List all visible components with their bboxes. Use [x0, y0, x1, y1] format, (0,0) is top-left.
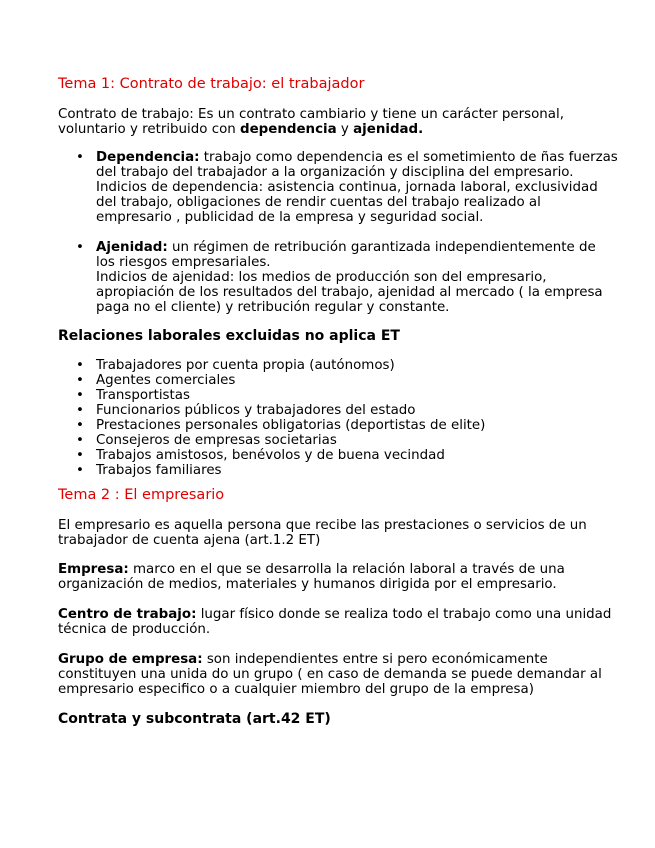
- list-item-text: Transportistas: [96, 388, 190, 403]
- empresa-line2: organización de medios, materiales y humanos dirigida por el empresario.: [58, 577, 557, 592]
- list-item-text: Trabajadores por cuenta propia (autónomos): [96, 358, 395, 373]
- list-item: [58, 418, 618, 433]
- list-item: [58, 463, 618, 478]
- bullet-icon: •: [76, 240, 84, 255]
- list-item: [58, 373, 618, 388]
- list-item: [58, 403, 618, 418]
- list-item-text: Consejeros de empresas societarias: [96, 433, 337, 448]
- empresa-line1-rest: marco en el que se desarrolla la relación laboral a través de una: [128, 562, 565, 577]
- tema1-intro-mid: y: [336, 122, 354, 137]
- dependencia-line1-rest: trabajo como dependencia es el sometimiento de ñas fuerzas: [199, 150, 618, 165]
- grupo-term: Grupo de empresa:: [58, 652, 203, 667]
- list-item: [58, 448, 618, 463]
- list-item: [58, 358, 618, 373]
- empresa-paragraph: [58, 562, 618, 592]
- bullet-icon: •: [76, 403, 84, 418]
- empresa-line1: [58, 562, 618, 577]
- ajenidad-line1-rest: un régimen de retribución garantizada independientemente de: [167, 240, 596, 255]
- list-item-text: Agentes comerciales: [96, 373, 236, 388]
- ajenidad-line: Indicios de ajenidad: los medios de producción son del empresario,: [96, 270, 547, 285]
- dependencia-line: Indicios de dependencia: asistencia continua, jornada laboral, exclusividad: [96, 180, 598, 195]
- ajenidad-line: apropiación de los resultados del trabajo, ajenidad al mercado ( la empresa: [96, 285, 603, 300]
- centro-line1-rest: lugar físico donde se realiza todo el trabajo como una unidad: [196, 607, 612, 622]
- grupo-line1: [58, 652, 618, 667]
- document-page: [58, 76, 618, 728]
- grupo-line2: constituyen una unida do un grupo ( en caso de demanda se puede demandar al: [58, 667, 602, 682]
- bullet-icon: •: [76, 463, 84, 478]
- list-item: [58, 388, 618, 403]
- relaciones-heading: Relaciones laborales excluidas no aplica ET: [58, 328, 400, 344]
- bullet-icon: •: [76, 358, 84, 373]
- list-item: [58, 433, 618, 448]
- list-item-text: Prestaciones personales obligatorias (deportistas de elite): [96, 418, 486, 433]
- bullet-icon: •: [76, 448, 84, 463]
- ajenidad-line1: [96, 240, 618, 255]
- list-item-text: Trabajos familiares: [96, 463, 222, 478]
- grupo-line3: empresario especifico o a cualquier miembro del grupo de la empresa): [58, 682, 534, 697]
- grupo-paragraph: [58, 652, 618, 697]
- dependencia-line: del trabajo, obligaciones de rendir cuentas del trabajo realizado al: [96, 195, 541, 210]
- tema2-intro: [58, 518, 618, 548]
- dependencia-line: empresario , publicidad de la empresa y seguridad social.: [96, 210, 484, 225]
- list-item-text: Trabajos amistosos, benévolos y de buena vecindad: [96, 448, 445, 463]
- centro-line1: [58, 607, 618, 622]
- bullet-icon: •: [76, 433, 84, 448]
- tema1-intro-dependencia: dependencia: [240, 122, 337, 137]
- centro-line2: técnica de producción.: [58, 622, 211, 637]
- dependencia-line1: [96, 150, 618, 165]
- ajenidad-line: paga no el cliente) y retribución regular y constante.: [96, 300, 450, 315]
- tema2-intro-line1: El empresario es aquella persona que recibe las prestaciones o servicios de un: [58, 518, 587, 533]
- bullet-icon: •: [76, 150, 84, 165]
- dependencia-bullet: [58, 150, 618, 225]
- tema1-intro-line1: Contrato de trabajo: Es un contrato cambiario y tiene un carácter personal,: [58, 107, 564, 122]
- bullet-icon: •: [76, 418, 84, 433]
- bullet-icon: •: [76, 373, 84, 388]
- relaciones-list: [58, 358, 618, 478]
- tema1-intro: [58, 107, 618, 137]
- grupo-line1-rest: son independientes entre si pero económicamente: [202, 652, 548, 667]
- centro-paragraph: [58, 607, 618, 637]
- ajenidad-term: Ajenidad:: [96, 240, 168, 255]
- centro-term: Centro de trabajo:: [58, 607, 197, 622]
- ajenidad-line: los riesgos empresariales.: [96, 255, 271, 270]
- tema2-heading: Tema 2 : El empresario: [58, 487, 225, 503]
- tema2-intro-line2: trabajador de cuenta ajena (art.1.2 ET): [58, 533, 321, 548]
- dependencia-term: Dependencia:: [96, 150, 200, 165]
- tema1-intro-prefix: voluntario y retribuido con: [58, 122, 241, 137]
- contrata-heading: Contrata y subcontrata (art.42 ET): [58, 711, 331, 727]
- dependencia-line: del trabajo del trabajador a la organización y disciplina del empresario.: [96, 165, 574, 180]
- list-item-text: Funcionarios públicos y trabajadores del estado: [96, 403, 416, 418]
- tema1-heading: Tema 1: Contrato de trabajo: el trabajador: [58, 76, 365, 92]
- tema1-intro-line2: [58, 122, 618, 137]
- ajenidad-bullet: [58, 240, 618, 315]
- tema1-intro-ajenidad: ajenidad.: [353, 122, 424, 137]
- empresa-term: Empresa:: [58, 562, 129, 577]
- bullet-icon: •: [76, 388, 84, 403]
